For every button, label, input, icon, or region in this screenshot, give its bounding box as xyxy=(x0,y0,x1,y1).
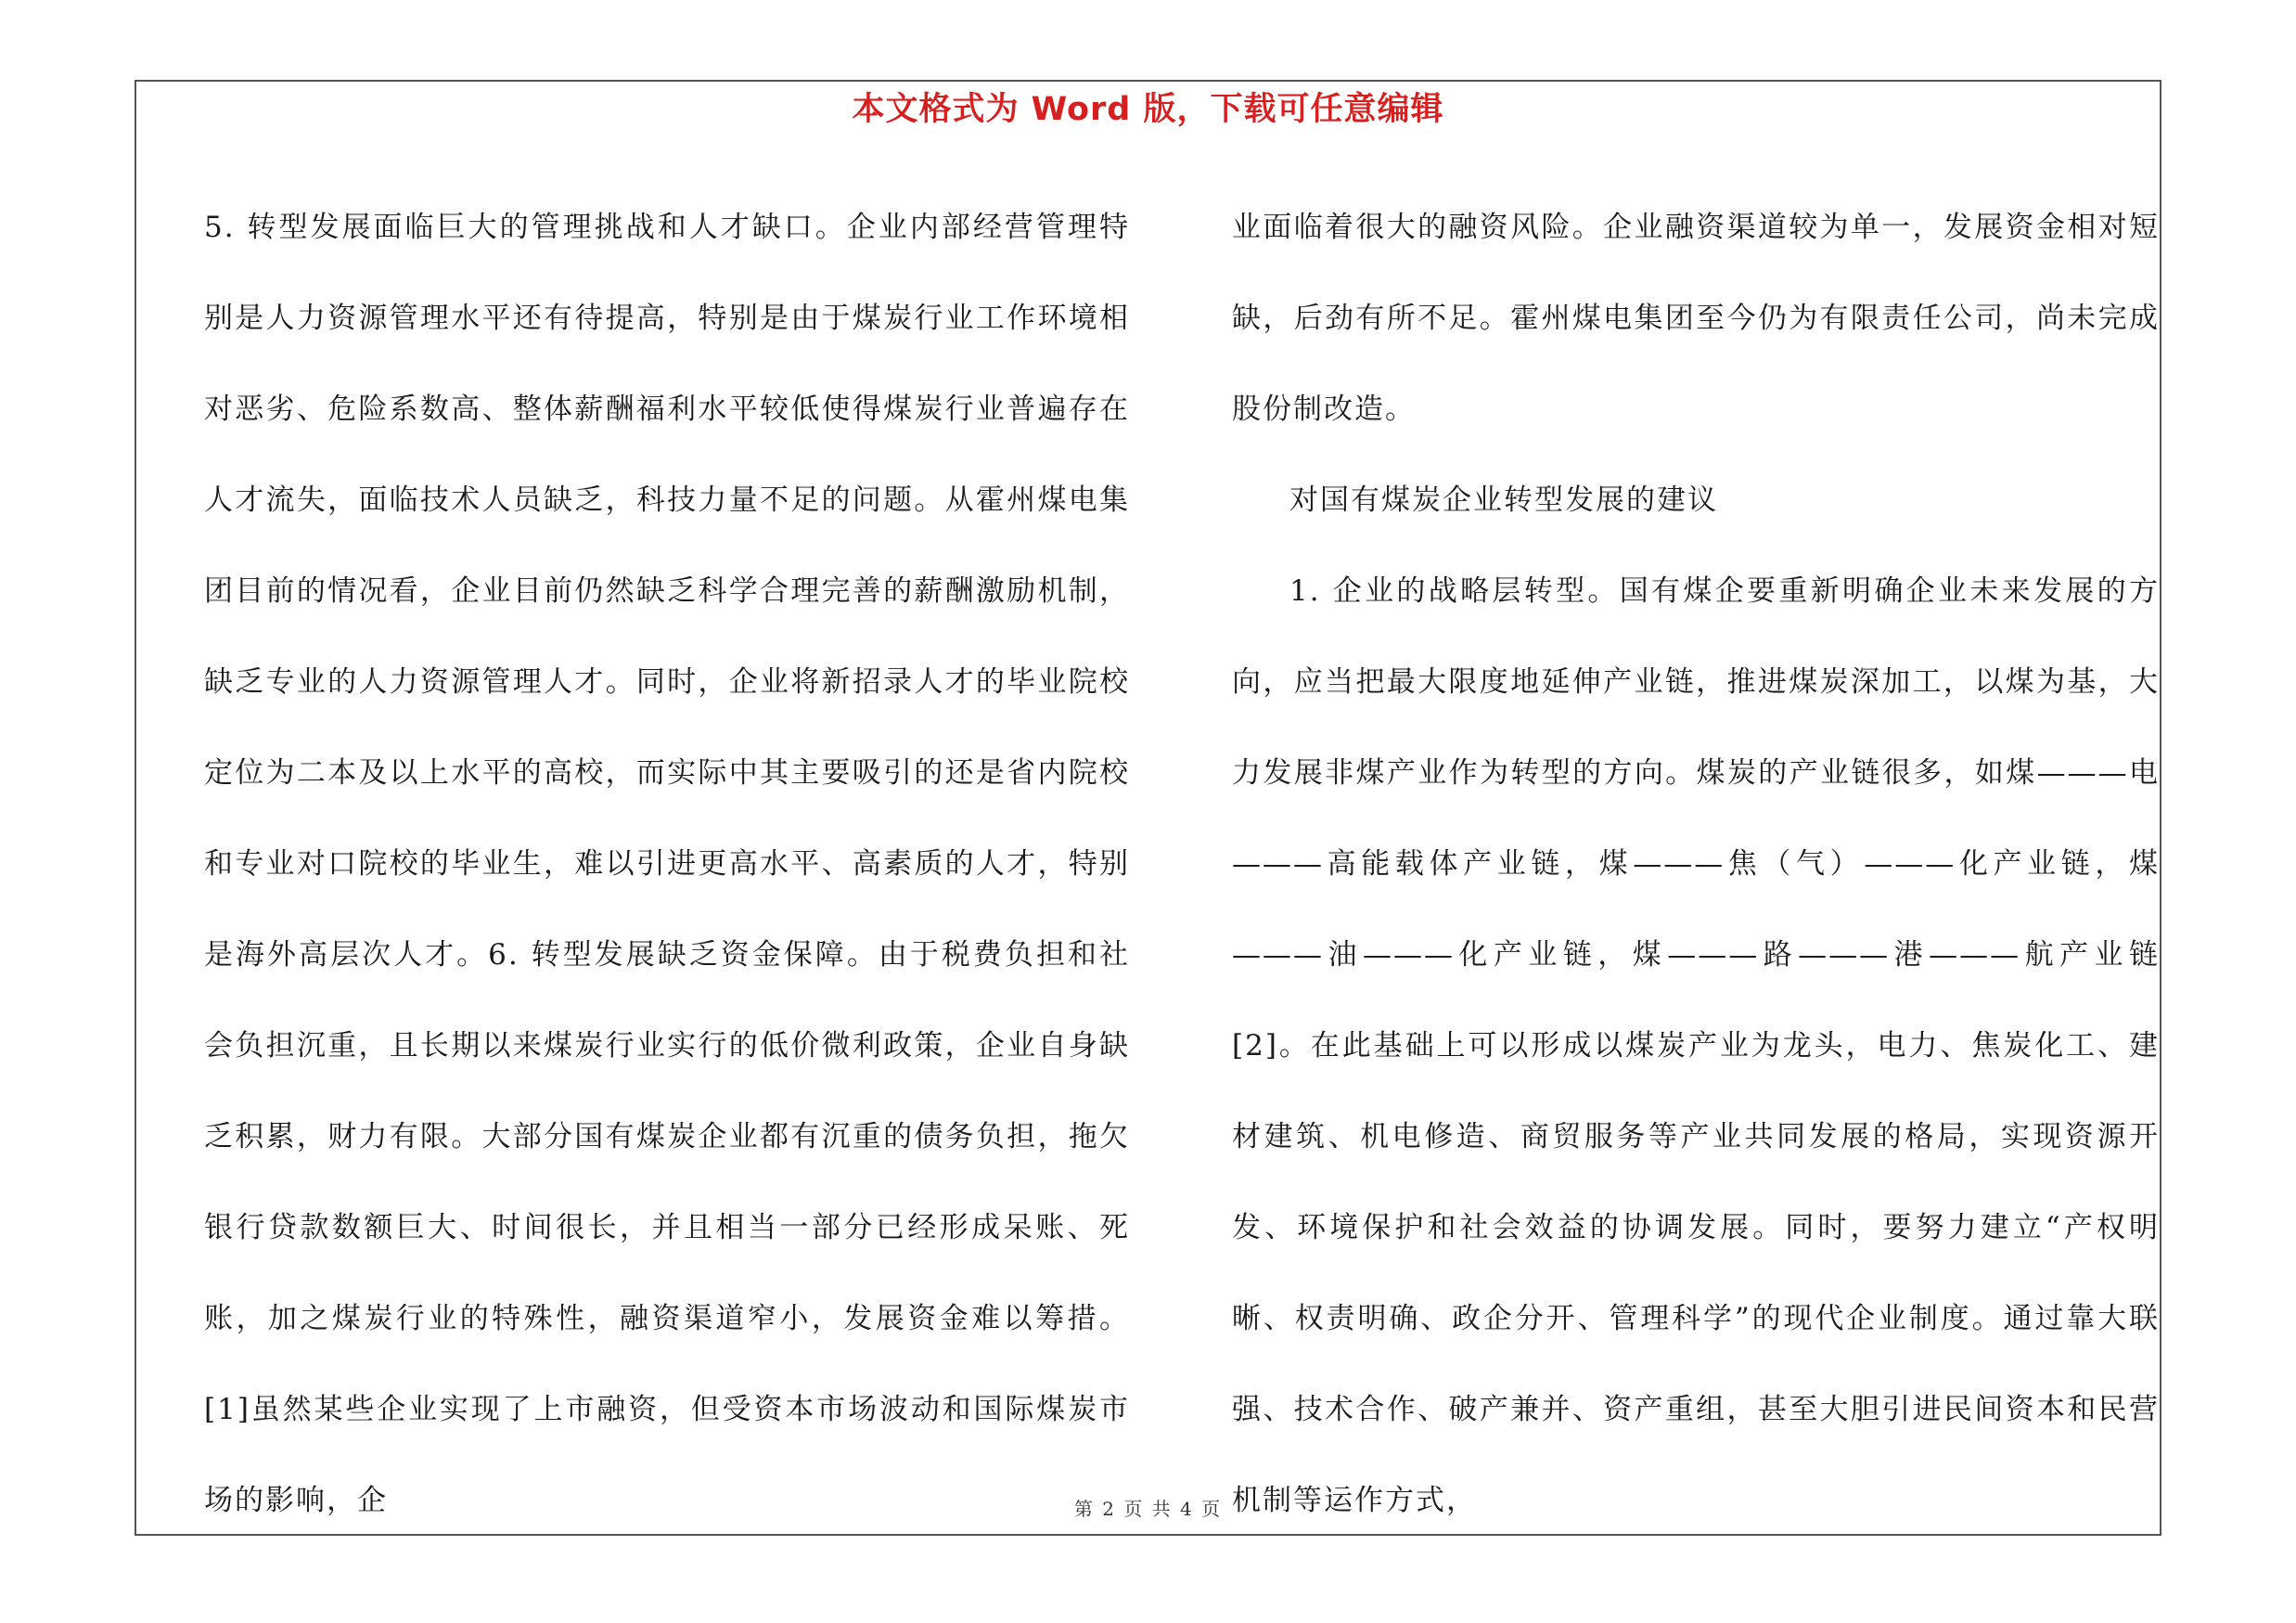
body-paragraph: 1. 企业的战略层转型。国有煤企要重新明确企业未来发展的方向，应当把最大限度地延伸产业链，推进煤炭深加工，以煤为基，大力发展非煤产业作为转型的方向。煤炭的产业链很多，如煤———电———高能载体产业链，煤———焦（气）———化产业链，煤———油———化产业链，煤———路———港———航产业链[2]。在此基础上可以形成以煤炭产业为龙头，电力、焦炭化工、建材建筑、机电修造、商贸服务等产业共同发展的格局，实现资源开发、环境保护和社会效益的协调发展。同时，要努力建立“产权明晰、权责明确、政企分开、管理科学”的现代企业制度。通过靠大联强、技术合作、破产兼并、资产重组，甚至大胆引进民间资本和民营机制等运作方式， xyxy=(1232,574,2160,1517)
right-text-column xyxy=(1232,182,2160,1546)
body-paragraph: 5. 转型发展面临巨大的管理挑战和人才缺口。企业内部经营管理特别是人力资源管理水平还有待提高，特别是由于煤炭行业工作环境相对恶劣、危险系数高、整体薪酬福利水平较低使得煤炭行业普遍存在人才流失，面临技术人员缺乏，科技力量不足的问题。从霍州煤电集团目前的情况看，企业目前仍然缺乏科学合理完善的薪酬激励机制，缺乏专业的人力资源管理人才。同时，企业将新招录人才的毕业院校定位为二本及以上水平的高校，而实际中其主要吸引的还是省内院校和专业对口院校的毕业生，难以引进更高水平、高素质的人才，特别是海外高层次人才。6. 转型发展缺乏资金保障。由于税费负担和社会负担沉重，且长期以来煤炭行业实行的低价微利政策，企业自身缺乏积累，财力有限。大部分国有煤炭企业都有沉重的债务负担，拖欠银行贷款数额巨大、时间很长，并且相当一部分已经形成呆账、死账，加之煤炭行业的特殊性，融资渠道窄小，发展资金难以筹措。[1]虽然某些企业实现了上市融资，但受资本市场波动和国际煤炭市场的影响，企 xyxy=(204,211,1130,1517)
left-text-column xyxy=(204,182,1130,1546)
section-heading: 对国有煤炭企业转型发展的建议 xyxy=(1289,483,1718,517)
page-number: 第 2 页 共 4 页 xyxy=(1073,1498,1223,1520)
word-format-notice: 本文格式为 Word 版，下载可任意编辑 xyxy=(852,91,1444,128)
body-paragraph-continuation: 业面临着很大的融资风险。企业融资渠道较为单一，发展资金相对短缺，后劲有所不足。霍州煤电集团至今仍为有限责任公司，尚未完成股份制改造。 xyxy=(1232,211,2160,426)
